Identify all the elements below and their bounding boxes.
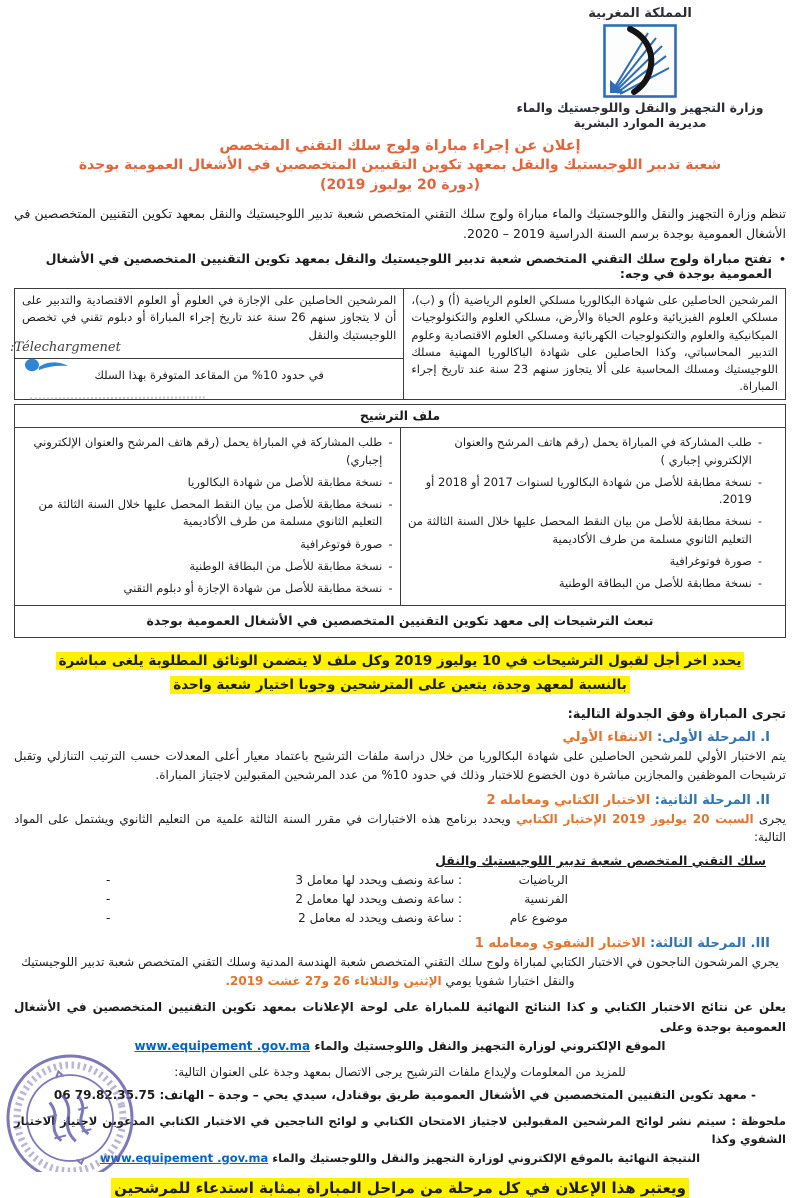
subject-row bbox=[14, 890, 786, 909]
note-label: ملحوظة : bbox=[731, 1114, 786, 1129]
dash-bullet: - bbox=[757, 553, 762, 568]
list-item-text: نسخة مطابقة للأصل من بيان النقط المحصل عليها خلال السنة الثالثة من التعليم الثانوي مسلمة من طرف الأكاديمية bbox=[38, 497, 383, 529]
dash-bullet: - bbox=[388, 536, 393, 551]
table-row bbox=[15, 606, 786, 638]
ministry-website-link[interactable]: www.equipement .gov.ma bbox=[99, 1150, 269, 1165]
list-item-text: نسخة مطابقة للأصل من البطاقة الوطنية bbox=[189, 558, 383, 573]
phase-1-label: المرحلة الأولى: bbox=[656, 730, 756, 746]
institute-address: - معهد تكوين التقنيين المتخصصين في الأشغال العمومية طريق بوقنادل، سيدي يحي – وجدة – bbox=[208, 1088, 756, 1103]
application-file-left-column bbox=[15, 428, 401, 606]
dash-bullet: - bbox=[388, 497, 393, 512]
highlighted-text: بالنسبة لمعهد وجدة، يتعين على المترشحين وجوبا اختيار شعبة واحدة bbox=[170, 676, 630, 694]
phase-2-label: المرحلة الثانية: bbox=[654, 792, 751, 808]
highlighted-text: يحدد اخر أجل لقبول الترشيحات في 10 يوليوز 2019 وكل ملف لا يتضمن الوثائق المطلوبة يلغى مباشرة bbox=[56, 652, 745, 670]
kingdom-title: المملكة المغربية bbox=[588, 6, 692, 21]
list-item-text: نسخة مطابقة للأصل من شهادة البكالوريا لسنوات 2017 أو 2018 أو 2019. bbox=[425, 474, 752, 507]
deadline-notice bbox=[14, 650, 786, 697]
eligibility-licence-cell: المرشحين الحاصلين على الإجازة في العلوم أو العلوم الاقتصادية والتدبير على أن لا يتجاوز سنهم 26 سنة عند تاريخ إجراء المباراة أو دبلوم تقني في تخصص اللوجيستيك والنقل bbox=[15, 289, 404, 359]
phase-3-exam-date: الإثنين والثلاثاء 26 و27 غشت 2019. bbox=[225, 973, 442, 988]
dash-bullet: - bbox=[106, 891, 111, 906]
dash-bullet: - bbox=[757, 474, 762, 489]
dash-bullet: - bbox=[106, 911, 111, 926]
phase-2-number: II. bbox=[755, 792, 770, 808]
dash-bullet: - bbox=[388, 435, 393, 450]
table-row bbox=[15, 428, 786, 606]
subject-row bbox=[14, 871, 786, 890]
list-item-text: صورة فوتوغرافية bbox=[669, 553, 752, 568]
phase-1-body: يتم الاختبار الأولي للمرشحين الحاصلين على شهادة البكالوريا من خلال دراسة ملفات الترشيح باعتماد معيار أعلى المعدلات حسب الترتيب التنازلي وتقبل ترشيحات الموظفين والمجازين مباشرة دون الخضوع للاختبار وذلك في حدود 10% من عدد المرشحين المقبولين لاجتياز المباراة. bbox=[14, 749, 786, 782]
title-line-2: شعبة تدبير اللوجيستيك والنقل بمعهد تكوين التقنيين المتخصصين في الأشغال العمومية بوجدة bbox=[78, 156, 722, 173]
results-site-text: الموقع الإلكتروني لوزارة التجهيز والنقل واللوجستيك والماء bbox=[314, 1038, 666, 1053]
eligibility-table bbox=[14, 288, 786, 400]
ministry-website-link[interactable]: www.equipement .gov.ma bbox=[134, 1038, 311, 1053]
application-file-table bbox=[14, 404, 786, 639]
eligibility-bac-cell: المرشحين الحاصلين على شهادة البكالوريا مسلكي العلوم الرياضية (أ) و (ب)، مسلكي العلوم الفيزيائية وعلوم الحياة والأرض، مسلكي العلوم والتكنولوجيات الميكانيكية والعلوم والتكنولوجيات الكهربائية ومسلكي العلوم الاقتصادية وعلوم التدبير المحاسباتي، وكذا الحاصلين على شهادة الباكالوريا المهنية مسلك اللوجيستيك ومسلك المحاسبة على ألا يتجاوز سنهم 23 سنة عند تاريخ إجراء المباراة. bbox=[404, 289, 786, 400]
note-text: سيتم نشر لوائح المرشحين المقبولين لاجتياز الامتحان الكتابي و لوائح الناجحين في الاختبار الكتابي المدعوين لاجتياز الاختبار الشفوي وكذا bbox=[14, 1114, 786, 1147]
phase-2-body-suffix: ويحدد برنامج هذه الاختبارات في مقرر السنة الثالثة علمية من التعليم الثانوي ويشتمل على المواد التالية: bbox=[14, 811, 786, 845]
subject-name: الرياضيات bbox=[518, 872, 568, 887]
list-item bbox=[22, 474, 393, 491]
eligibility-heading bbox=[14, 251, 786, 281]
phase-1-heading bbox=[14, 730, 770, 745]
list-item-text: نسخة مطابقة للأصل من شهادة الإجازة أو دبلوم التقني bbox=[123, 581, 383, 596]
results-announcement-line-1: يعلن عن نتائج الاختبار الكتابي و كذا النتائج النهائية للمباراة على لوحة الإعلانات بمعهد تكوين التقنيين المتخصصين في الأشغال العمومية بوجدة وعلى bbox=[14, 1000, 786, 1034]
document-page bbox=[0, 6, 800, 1197]
phone-label: الهاتف: bbox=[159, 1088, 205, 1103]
ministry-logo-svg bbox=[603, 24, 677, 98]
dash-bullet: - bbox=[388, 558, 393, 573]
seats-quota-note: في حدود 10% من المقاعد المتوفرة بهذا السلك bbox=[15, 358, 404, 399]
list-item bbox=[22, 580, 393, 597]
exam-track-title: سلك التقني المتخصص شعبة تدبير اللوجيستيك والنقل bbox=[435, 852, 766, 868]
eligibility-heading-text: تفتح مباراة ولوج سلك التقني المتخصص شعبة تدبير اللوجيستيك والنقل بمعهد تكوين التقنيين المتخصصين في الأشغال العمومية بوجدة في وجه: bbox=[45, 251, 772, 282]
subject-detail: : ساعة ونصف ويحدد لها معامل 2 bbox=[295, 891, 462, 906]
list-item bbox=[408, 575, 779, 592]
list-item-text: نسخة مطابقة للأصل من البطاقة الوطنية bbox=[558, 576, 752, 591]
list-item bbox=[408, 513, 779, 548]
phase-2-body bbox=[14, 810, 786, 847]
list-item-text: طلب المشاركة في المباراة يحمل (رقم هاتف المرشح والعنوان الإلكتروني إجباري ) bbox=[454, 435, 752, 467]
highlighted-text: ويعتبر هذا الإعلان في كل مرحلة من مراحل المباراة بمثابة استدعاء للمرشحين bbox=[111, 1178, 689, 1198]
directorate-name: مديرية الموارد البشرية bbox=[573, 115, 707, 130]
list-item bbox=[408, 553, 779, 570]
government-header bbox=[510, 6, 770, 130]
scanned-announcement-document bbox=[0, 6, 800, 1198]
final-notice bbox=[14, 1179, 786, 1197]
phone-number: 06 79.82.35.75 bbox=[53, 1088, 156, 1103]
downloader-watermark-text: Télechargmenet: bbox=[10, 340, 121, 355]
list-item bbox=[22, 558, 393, 575]
list-item bbox=[408, 434, 779, 469]
ministry-logo-icon bbox=[603, 24, 677, 98]
downloader-watermark-icon bbox=[24, 357, 70, 377]
announcement-title bbox=[14, 136, 786, 195]
phase-3-body bbox=[14, 953, 786, 990]
table-row bbox=[15, 404, 786, 428]
phase-3-number: III. bbox=[750, 936, 770, 952]
table-row bbox=[15, 289, 786, 359]
list-item bbox=[22, 434, 393, 469]
list-item bbox=[22, 536, 393, 553]
list-item bbox=[22, 496, 393, 531]
dash-bullet: - bbox=[388, 474, 393, 489]
phase-2-exam-date: السبت 20 يوليوز 2019 الإختبار الكتابي bbox=[516, 811, 754, 826]
phase-2-name: الاختبار الكتابي ومعامله 2 bbox=[486, 792, 651, 808]
ministry-name: وزارة التجهيز والنقل واللوجستيك والماء bbox=[516, 100, 764, 115]
phase-3-heading bbox=[14, 936, 770, 951]
subject-row bbox=[14, 909, 786, 928]
phase-1-number: I. bbox=[760, 730, 770, 746]
list-item-text: صورة فوتوغرافية bbox=[300, 536, 383, 551]
phase-3-label: المرحلة الثالثة: bbox=[649, 936, 746, 952]
phase-2-heading bbox=[14, 793, 770, 808]
dash-bullet: - bbox=[757, 514, 762, 529]
list-item-text: طلب المشاركة في المباراة يحمل (رقم هاتف المرشح والعنوان الإلكتروني إجباري) bbox=[33, 435, 383, 467]
title-line-3: (دورة 20 يوليوز 2019) bbox=[320, 176, 480, 193]
intro-paragraph: تنظم وزارة التجهيز والنقل واللوجستيك والماء مباراة ولوج سلك التقني المتخصص شعبة تدبير اللوجيستيك والنقل بمعهد تكوين التقنيين المتخصصين في الأشغال العمومية بوجدة برسم السنة الدراسية 2019 – 2020. bbox=[14, 206, 786, 242]
note-site-text: النتيجة النهائية بالموقع الإلكتروني لوزارة التجهيز والنقل واللوجستيك والماء bbox=[272, 1150, 701, 1165]
dash-bullet: - bbox=[757, 576, 762, 591]
title-line-1: إعلان عن إجراء مباراة ولوج سلك التقني المتخصص bbox=[219, 137, 581, 154]
dash-bullet: - bbox=[757, 435, 762, 450]
bullet-icon: • bbox=[778, 253, 786, 267]
phase-3-name: الاختبار الشفوي ومعامله 1 bbox=[474, 936, 646, 952]
official-stamp-icon bbox=[0, 1040, 160, 1176]
application-file-right-column bbox=[400, 428, 786, 606]
application-file-title: ملف الترشيح bbox=[15, 404, 786, 428]
subject-detail: : ساعة ونصف ويحدد له معامل 2 bbox=[298, 911, 462, 926]
deadline-line-1 bbox=[14, 650, 786, 674]
list-item-text: نسخة مطابقة للأصل من بيان النقط المحصل عليها خلال السنة الثالثة من التعليم الثانوي مسلمة من طرف الأكاديمية bbox=[407, 514, 752, 546]
subject-detail: : ساعة ونصف ويحدد لها معامل 3 bbox=[295, 872, 462, 887]
subject-name: الفرنسية bbox=[524, 891, 568, 906]
dash-bullet: - bbox=[388, 581, 393, 596]
schedule-intro: تجرى المباراة وفق الجدولة التالية: bbox=[567, 707, 786, 723]
list-item-text: نسخة مطابقة للأصل من شهادة البكالوريا bbox=[187, 474, 383, 489]
deadline-line-2 bbox=[14, 674, 786, 698]
phase-1-name: الانتقاء الأولي bbox=[562, 730, 653, 746]
phase-2-body-prefix: يجرى bbox=[753, 811, 786, 826]
phase-3-body-prefix: يجري المرشحون الناجحون في الاختبار الكتابي لمباراة ولوج سلك التقني المتخصص شعبة الهندسة المدنية وسلك التقني المتخصص شعبة تدبير اللوجيستيك والنقل اختبارا شفويا يومي bbox=[21, 955, 779, 988]
dash-bullet: - bbox=[106, 872, 111, 887]
list-item bbox=[408, 474, 779, 509]
contact-info-line: للمزيد من المعلومات ولإيداع ملفات الترشيح يرجى الاتصال بمعهد وجدة على العنوان التالية: bbox=[174, 1065, 626, 1080]
subject-name: موضوع عام bbox=[509, 911, 568, 926]
submission-destination: تبعث الترشيحات إلى معهد تكوين التقنيين المتخصصين في الأشغال العمومية بوجدة bbox=[15, 606, 786, 638]
